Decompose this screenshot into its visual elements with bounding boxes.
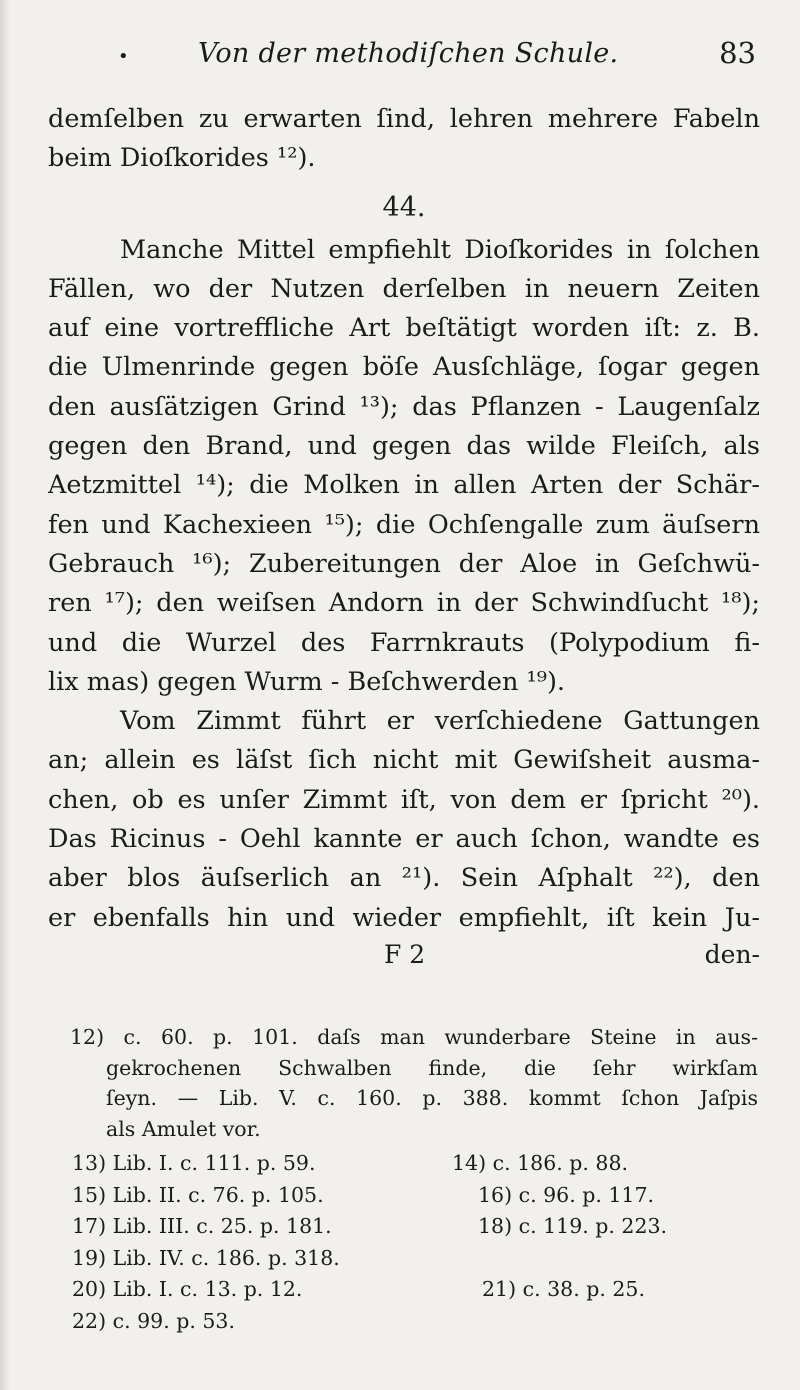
footnote-ref-row [70,1306,758,1338]
footnote-ref: 15) Lib. II. c. 76. p. 105. [72,1182,324,1207]
text-line: auf eine vortreffliche Art beſtätigt worden iſt: z. B. [48,313,760,344]
footnote-ref-row [70,1243,758,1275]
footnote-ref: 13) Lib. I. c. 111. p. 59. [72,1151,316,1175]
section-number: 44. [382,191,426,223]
footnote-ref-row [70,1180,758,1212]
text-line: Aetzmittel ¹⁴); die Molken in allen Arten der Schär- [48,470,760,501]
footnote-ref: 17) Lib. III. c. 25. p. 181. [72,1214,332,1238]
page-edge-shadow [0,0,10,1390]
footnote-references [70,1148,758,1337]
text-line: und die Wurzel des Farrnkrauts (Polypodium fi- [48,627,760,658]
footnote-line: ſeyn. — Lib. V. c. 160. p. 388. kommt ſchon Jaſpis [106,1086,758,1110]
text-line: chen, ob es unſer Zimmt iſt, von dem er ſpricht ²⁰). [48,784,760,815]
text-line: Gebrauch ¹⁶); Zubereitungen der Aloe in Geſchwü- [48,548,760,579]
text-line: er ebenfalls hin und wieder empfiehlt, iſt kein Ju- [48,902,760,933]
footnote-line: 12) c. 60. p. 101. daſs man wunderbare Steine in aus- [70,1025,758,1049]
page-header [48,38,764,82]
text-line: Vom Zimmt führt er verſchiedene Gattungen [120,706,760,737]
text-line: die Ulmenrinde gegen böſe Ausſchläge, ſogar gegen [48,352,760,383]
text-line: demſelben zu erwarten ſind, lehren mehrere Fabeln [48,104,760,134]
footnote-ref: 14) c. 186. p. 88. [452,1151,629,1175]
footnote-ref-row [70,1148,758,1180]
signature-mark: F 2 [384,939,426,969]
text-line: an; allein es läſst ſich nicht mit Gewiſsheit ausma- [48,745,760,776]
page-foot-line [48,940,760,980]
footnote-ref: 21) c. 38. p. 25. [482,1277,645,1301]
footnote-line: gekrochenen Schwalben finde, die ſehr wirkſam [106,1055,758,1080]
footnote-ref: 16) c. 96. p. 117. [478,1182,655,1207]
footnote-ref: 18) c. 119. p. 223. [478,1214,668,1238]
footnote-ref: 19) Lib. IV. c. 186. p. 318. [72,1245,340,1270]
text-line: lix mas) gegen Wurm - Beſchwerden ¹⁹). [48,666,565,697]
running-title: Von der methodiſchen Schule. [198,38,619,69]
footnote-ref-row [70,1211,758,1243]
header-ornament: • [118,46,129,67]
footnote-line: als Amulet vor. [106,1116,261,1141]
text-line: den ausſätzigen Grind ¹³); das Pflanzen - Laugenſalz [48,391,760,422]
footnote-ref: 20) Lib. I. c. 13. p. 12. [72,1277,303,1301]
text-line: aber blos äuſserlich an ²¹). Sein Aſphalt ²²), den [48,863,760,894]
text-line: Das Ricinus - Oehl kannte er auch ſchon, wandte es [48,824,760,855]
text-line: beim Dioſkorides ¹²). [48,143,316,174]
text-line: ren ¹⁷); den weiſsen Andorn in der Schwindſucht ¹⁸); [48,588,760,619]
page-number: 83 [719,36,756,70]
text-line: Fällen, wo der Nutzen derſelben in neuern Zeiten [48,273,760,304]
text-line: Manche Mittel empfiehlt Dioſkorides in ſolchen [120,234,760,265]
footnote-ref: 22) c. 99. p. 53. [72,1308,235,1333]
footnotes [70,1022,758,1337]
text-line: fen und Kachexieen ¹⁵); die Ochſengalle zum äuſsern [48,509,760,540]
footnote-ref-row [70,1274,758,1306]
main-text [48,100,760,980]
text-line: gegen den Brand, und gegen das wilde Fleiſch, als [48,431,760,462]
catchword: den- [704,939,760,969]
